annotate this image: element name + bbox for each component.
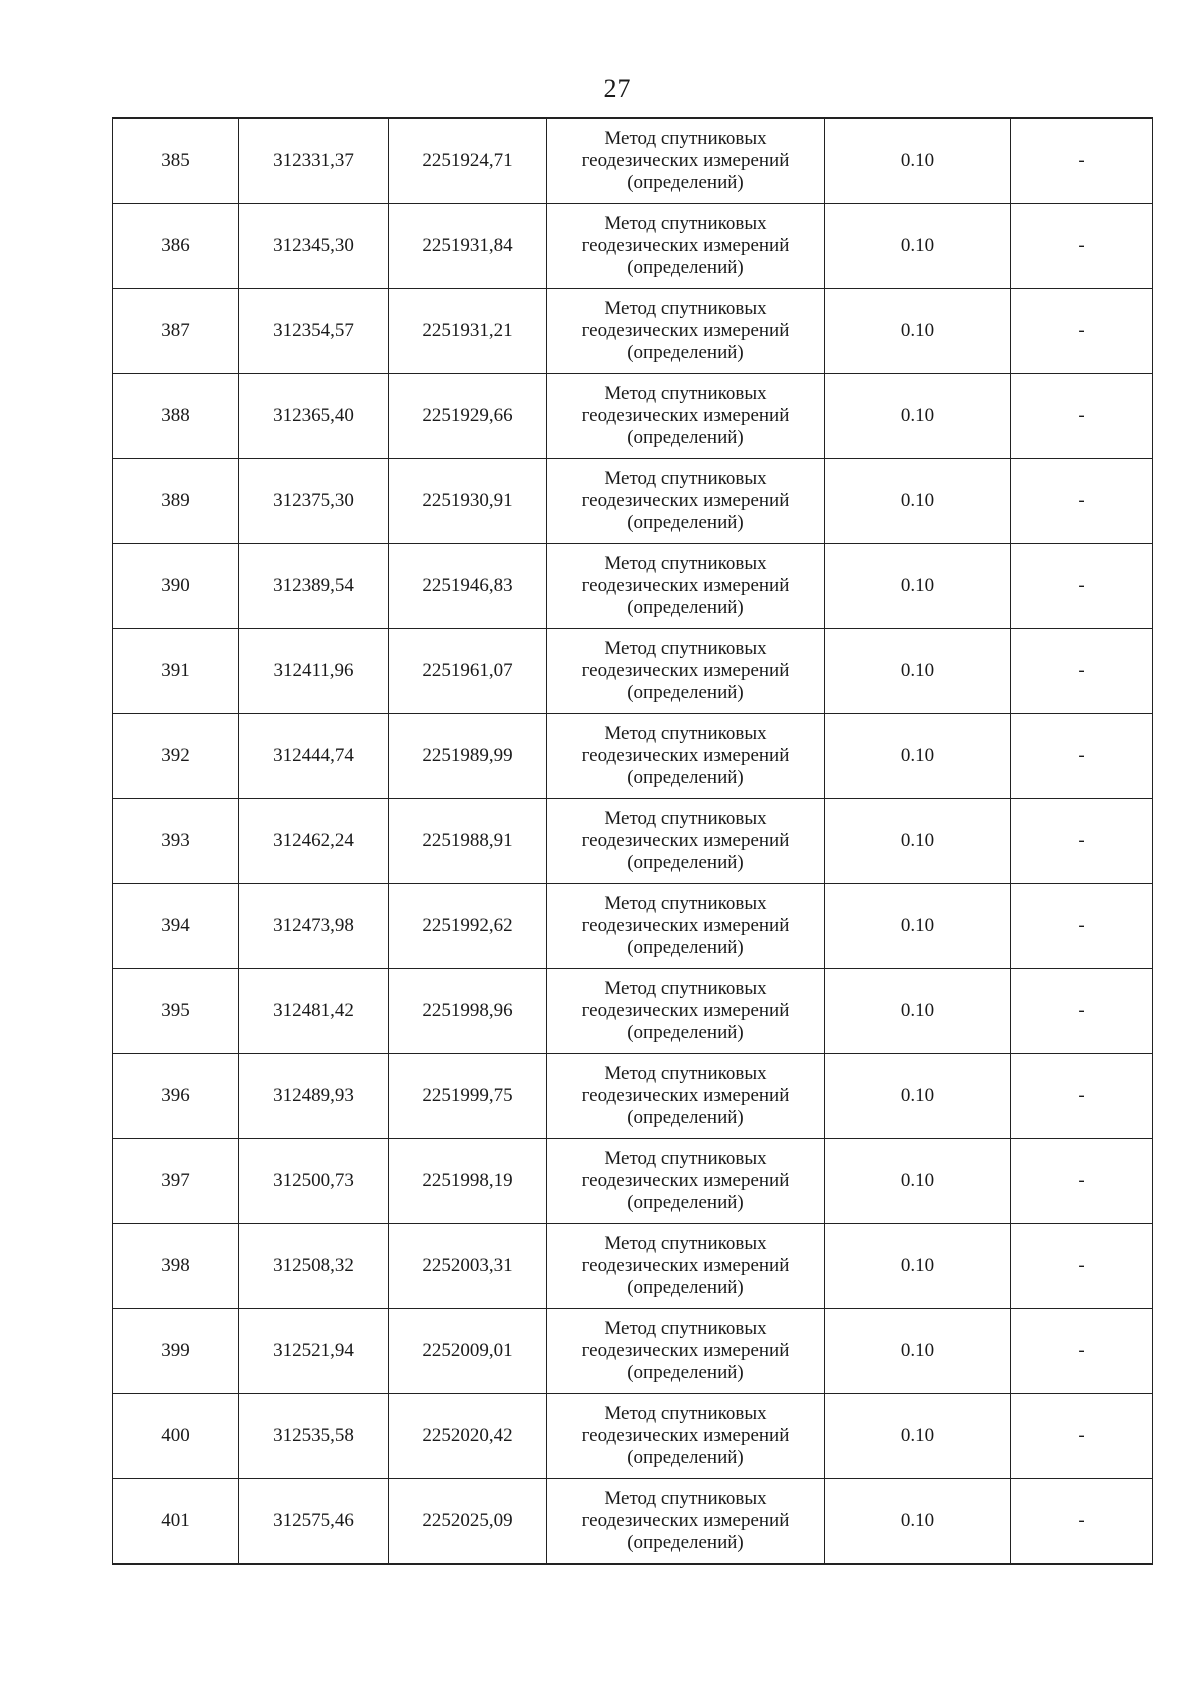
note-cell: -	[1011, 1139, 1153, 1224]
x-coordinate-cell: 312411,96	[239, 629, 389, 714]
method-line: Метод спутниковых	[604, 1318, 767, 1339]
y-coordinate-cell: 2251992,62	[389, 884, 547, 969]
method-line: геодезических измерений	[581, 745, 790, 766]
point-number-cell: 397	[113, 1139, 239, 1224]
y-coordinate-cell: 2251931,84	[389, 204, 547, 289]
point-number-cell: 386	[113, 204, 239, 289]
point-number-cell: 389	[113, 459, 239, 544]
method-line: геодезических измерений	[581, 1255, 790, 1276]
method-line: (определений)	[627, 937, 744, 958]
x-coordinate-cell: 312508,32	[239, 1224, 389, 1309]
accuracy-cell: 0.10	[825, 1139, 1011, 1224]
method-line: Метод спутниковых	[604, 468, 767, 489]
note-cell: -	[1011, 1479, 1153, 1565]
note-cell: -	[1011, 544, 1153, 629]
point-number-cell: 398	[113, 1224, 239, 1309]
method-line: (определений)	[627, 257, 744, 278]
x-coordinate-cell: 312365,40	[239, 374, 389, 459]
method-cell	[547, 714, 825, 799]
accuracy-cell: 0.10	[825, 289, 1011, 374]
accuracy-cell: 0.10	[825, 1394, 1011, 1479]
y-coordinate-cell: 2251999,75	[389, 1054, 547, 1139]
y-coordinate-cell: 2251924,71	[389, 118, 547, 204]
point-number-cell: 395	[113, 969, 239, 1054]
y-coordinate-cell: 2252009,01	[389, 1309, 547, 1394]
method-line: (определений)	[627, 767, 744, 788]
note-cell: -	[1011, 289, 1153, 374]
point-number-cell: 394	[113, 884, 239, 969]
table-row	[113, 1479, 1153, 1565]
method-cell	[547, 1479, 825, 1565]
method-cell	[547, 1139, 825, 1224]
y-coordinate-cell: 2251961,07	[389, 629, 547, 714]
point-number-cell: 396	[113, 1054, 239, 1139]
method-line: геодезических измерений	[581, 1085, 790, 1106]
table-row	[113, 544, 1153, 629]
table-row	[113, 714, 1153, 799]
x-coordinate-cell: 312331,37	[239, 118, 389, 204]
method-line: Метод спутниковых	[604, 1403, 767, 1424]
y-coordinate-cell: 2251931,21	[389, 289, 547, 374]
point-number-cell: 400	[113, 1394, 239, 1479]
method-line: (определений)	[627, 682, 744, 703]
accuracy-cell: 0.10	[825, 1479, 1011, 1565]
method-cell	[547, 1394, 825, 1479]
point-number-cell: 385	[113, 118, 239, 204]
method-line: геодезических измерений	[581, 660, 790, 681]
method-line: (определений)	[627, 427, 744, 448]
table-body	[113, 118, 1153, 1564]
point-number-cell: 391	[113, 629, 239, 714]
note-cell: -	[1011, 1224, 1153, 1309]
table-row	[113, 118, 1153, 204]
point-number-cell: 392	[113, 714, 239, 799]
note-cell: -	[1011, 1054, 1153, 1139]
method-line: (определений)	[627, 1447, 744, 1468]
note-cell: -	[1011, 714, 1153, 799]
y-coordinate-cell: 2251929,66	[389, 374, 547, 459]
method-line: (определений)	[627, 1192, 744, 1213]
x-coordinate-cell: 312500,73	[239, 1139, 389, 1224]
method-line: геодезических измерений	[581, 1170, 790, 1191]
y-coordinate-cell: 2252003,31	[389, 1224, 547, 1309]
method-line: Метод спутниковых	[604, 383, 767, 404]
method-line: Метод спутниковых	[604, 553, 767, 574]
x-coordinate-cell: 312535,58	[239, 1394, 389, 1479]
note-cell: -	[1011, 629, 1153, 714]
point-number-cell: 401	[113, 1479, 239, 1565]
y-coordinate-cell: 2251988,91	[389, 799, 547, 884]
accuracy-cell: 0.10	[825, 714, 1011, 799]
method-line: геодезических измерений	[581, 150, 790, 171]
method-line: геодезических измерений	[581, 1340, 790, 1361]
method-cell	[547, 204, 825, 289]
method-cell	[547, 289, 825, 374]
accuracy-cell: 0.10	[825, 204, 1011, 289]
method-line: геодезических измерений	[581, 490, 790, 511]
table-row	[113, 1224, 1153, 1309]
accuracy-cell: 0.10	[825, 118, 1011, 204]
method-line: Метод спутниковых	[604, 638, 767, 659]
method-line: (определений)	[627, 172, 744, 193]
page-number: 27	[603, 74, 632, 103]
accuracy-cell: 0.10	[825, 374, 1011, 459]
method-cell	[547, 1309, 825, 1394]
method-line: геодезических измерений	[581, 1000, 790, 1021]
method-cell	[547, 1224, 825, 1309]
method-line: (определений)	[627, 1362, 744, 1383]
method-line: (определений)	[627, 1107, 744, 1128]
method-cell	[547, 1054, 825, 1139]
method-cell	[547, 459, 825, 544]
method-cell	[547, 374, 825, 459]
method-cell	[547, 118, 825, 204]
table-row	[113, 374, 1153, 459]
method-line: Метод спутниковых	[604, 128, 767, 149]
point-number-cell: 399	[113, 1309, 239, 1394]
accuracy-cell: 0.10	[825, 629, 1011, 714]
note-cell: -	[1011, 1309, 1153, 1394]
table-row	[113, 459, 1153, 544]
x-coordinate-cell: 312462,24	[239, 799, 389, 884]
note-cell: -	[1011, 374, 1153, 459]
accuracy-cell: 0.10	[825, 884, 1011, 969]
x-coordinate-cell: 312389,54	[239, 544, 389, 629]
method-line: Метод спутниковых	[604, 723, 767, 744]
table-row	[113, 289, 1153, 374]
method-line: (определений)	[627, 512, 744, 533]
method-line: геодезических измерений	[581, 320, 790, 341]
table-row	[113, 884, 1153, 969]
method-line: (определений)	[627, 852, 744, 873]
y-coordinate-cell: 2251946,83	[389, 544, 547, 629]
method-line: геодезических измерений	[581, 1510, 790, 1531]
note-cell: -	[1011, 884, 1153, 969]
method-line: геодезических измерений	[581, 405, 790, 426]
method-cell	[547, 629, 825, 714]
method-line: Метод спутниковых	[604, 893, 767, 914]
note-cell: -	[1011, 118, 1153, 204]
x-coordinate-cell: 312444,74	[239, 714, 389, 799]
point-number-cell: 388	[113, 374, 239, 459]
table-row	[113, 1309, 1153, 1394]
method-line: (определений)	[627, 342, 744, 363]
y-coordinate-cell: 2252020,42	[389, 1394, 547, 1479]
x-coordinate-cell: 312521,94	[239, 1309, 389, 1394]
point-number-cell: 393	[113, 799, 239, 884]
method-line: Метод спутниковых	[604, 978, 767, 999]
x-coordinate-cell: 312354,57	[239, 289, 389, 374]
x-coordinate-cell: 312489,93	[239, 1054, 389, 1139]
method-line: Метод спутниковых	[604, 213, 767, 234]
method-line: геодезических измерений	[581, 830, 790, 851]
method-line: Метод спутниковых	[604, 1148, 767, 1169]
accuracy-cell: 0.10	[825, 1224, 1011, 1309]
method-line: Метод спутниковых	[604, 298, 767, 319]
method-cell	[547, 884, 825, 969]
accuracy-cell: 0.10	[825, 1309, 1011, 1394]
y-coordinate-cell: 2252025,09	[389, 1479, 547, 1565]
x-coordinate-cell: 312345,30	[239, 204, 389, 289]
table-row	[113, 1139, 1153, 1224]
coordinates-table	[112, 117, 1153, 1565]
note-cell: -	[1011, 969, 1153, 1054]
method-line: геодезических измерений	[581, 1425, 790, 1446]
method-line: (определений)	[627, 1277, 744, 1298]
method-cell	[547, 799, 825, 884]
y-coordinate-cell: 2251989,99	[389, 714, 547, 799]
method-line: Метод спутниковых	[604, 1063, 767, 1084]
note-cell: -	[1011, 1394, 1153, 1479]
method-line: Метод спутниковых	[604, 1488, 767, 1509]
accuracy-cell: 0.10	[825, 799, 1011, 884]
table-row	[113, 629, 1153, 714]
x-coordinate-cell: 312575,46	[239, 1479, 389, 1565]
x-coordinate-cell: 312481,42	[239, 969, 389, 1054]
method-line: геодезических измерений	[581, 235, 790, 256]
y-coordinate-cell: 2251998,19	[389, 1139, 547, 1224]
table-row	[113, 1394, 1153, 1479]
table-row	[113, 969, 1153, 1054]
table-row	[113, 204, 1153, 289]
method-line: (определений)	[627, 1532, 744, 1553]
method-cell	[547, 544, 825, 629]
note-cell: -	[1011, 799, 1153, 884]
accuracy-cell: 0.10	[825, 969, 1011, 1054]
method-line: (определений)	[627, 597, 744, 618]
accuracy-cell: 0.10	[825, 544, 1011, 629]
method-line: Метод спутниковых	[604, 808, 767, 829]
method-line: геодезических измерений	[581, 575, 790, 596]
method-line: (определений)	[627, 1022, 744, 1043]
point-number-cell: 390	[113, 544, 239, 629]
table-row	[113, 799, 1153, 884]
accuracy-cell: 0.10	[825, 1054, 1011, 1139]
y-coordinate-cell: 2251998,96	[389, 969, 547, 1054]
method-line: Метод спутниковых	[604, 1233, 767, 1254]
note-cell: -	[1011, 204, 1153, 289]
y-coordinate-cell: 2251930,91	[389, 459, 547, 544]
point-number-cell: 387	[113, 289, 239, 374]
x-coordinate-cell: 312375,30	[239, 459, 389, 544]
accuracy-cell: 0.10	[825, 459, 1011, 544]
note-cell: -	[1011, 459, 1153, 544]
table-row	[113, 1054, 1153, 1139]
method-line: геодезических измерений	[581, 915, 790, 936]
x-coordinate-cell: 312473,98	[239, 884, 389, 969]
method-cell	[547, 969, 825, 1054]
